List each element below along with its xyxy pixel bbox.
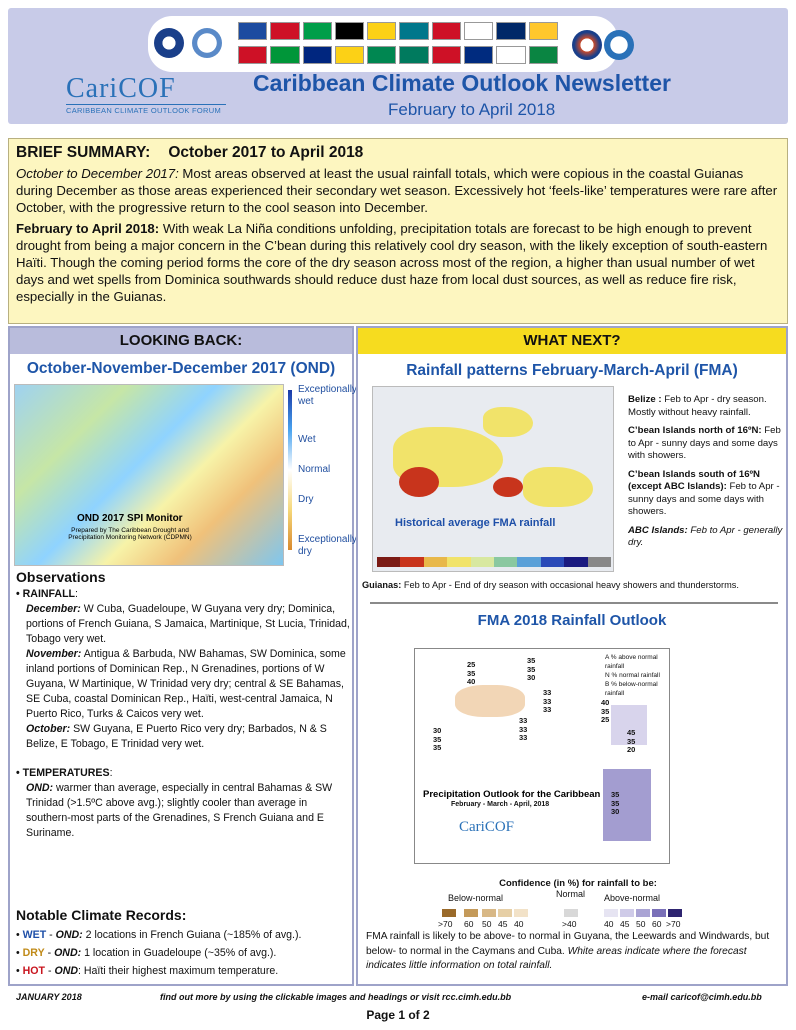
member-flag xyxy=(367,46,396,64)
summary-paragraph-forecast xyxy=(16,220,780,305)
conf-normal-label: Normal xyxy=(556,889,586,899)
summary-heading xyxy=(16,144,780,162)
partner-logos-strip xyxy=(148,16,618,72)
member-flag xyxy=(335,22,364,40)
observations-heading: Observations xyxy=(16,569,106,585)
member-flag xyxy=(464,22,493,40)
outlook-key: A % above normal rainfall N % normal rainfall B % below-normal rainfall xyxy=(605,654,660,697)
summary-paragraph-past xyxy=(16,165,780,216)
member-flags xyxy=(238,22,558,66)
spi-map-credit: Prepared by The Caribbean Drought and Precipitation Monitoring Network (CDPMN) xyxy=(68,527,192,541)
temperatures-heading: • TEMPERATURES: xyxy=(16,767,113,779)
zone-nums-leewards: 40 35 25 xyxy=(601,698,610,724)
outlook-title[interactable]: FMA 2018 Rainfall Outlook xyxy=(477,612,667,629)
confidence-title: Confidence (in %) for rainfall to be: xyxy=(499,878,657,889)
member-flag xyxy=(464,46,493,64)
member-flag xyxy=(303,46,332,64)
legend-dry: Dry xyxy=(298,494,314,505)
conf-above-label: Above-normal xyxy=(604,893,661,903)
caricof-subtext: CARIBBEAN CLIMATE OUTLOOK FORUM xyxy=(66,104,226,115)
footer-more-link[interactable]: find out more by using the clickable images and headings or visit rcc.cimh.edu.bb xyxy=(160,992,512,1002)
outlook-zone-cuba xyxy=(455,685,525,717)
noaa-logo[interactable] xyxy=(154,28,184,58)
observations xyxy=(16,570,352,841)
outlook-caption-period: February - March - April, 2018 xyxy=(451,801,550,808)
note-abc-islands: ABC Islands: Feb to Apr - generally dry. xyxy=(628,524,783,548)
member-flag xyxy=(496,46,525,64)
spi-map-label: OND 2017 SPI Monitor xyxy=(77,513,183,524)
record-dry-text: 1 location in Guadeloupe (~35% of avg.). xyxy=(81,947,277,959)
what-next-column xyxy=(356,326,788,986)
outlook-summary-note: White areas indicate where the forecast indicates little information on total rainfall. xyxy=(366,945,747,971)
october-obs xyxy=(16,722,352,752)
member-flag xyxy=(399,46,428,64)
spi-legend-bar xyxy=(288,390,292,550)
summary-heading-label: BRIEF SUMMARY: xyxy=(16,144,151,161)
member-flag xyxy=(238,46,267,64)
rainfall-outlook-map[interactable] xyxy=(414,648,670,864)
looking-back-bar[interactable]: LOOKING BACK: xyxy=(10,328,352,354)
member-flag xyxy=(238,22,267,40)
wmo-logo[interactable] xyxy=(192,28,222,58)
rainfall-heading: • RAINFALL: xyxy=(16,588,78,600)
climate-records-heading: Notable Climate Records: xyxy=(16,907,187,923)
october-text: SW Guyana, E Puerto Rico very dry; Barbados, N & S Belize, E Tobago, E Trinidad very wet. xyxy=(26,723,327,750)
zone-nums-cuba: 25 35 40 xyxy=(467,660,476,686)
ond-temp-text: warmer than average, especially in central Bahamas & SW Trinidad (>1.5ºC above avg.); slightly cooler than average in southern-most parts of the Grenadines, S French Guiana and E Suriname. xyxy=(26,782,333,839)
member-flag xyxy=(367,22,396,40)
newsletter-title[interactable]: Caribbean Climate Outlook Newsletter xyxy=(253,70,671,96)
cimh-logo[interactable] xyxy=(572,30,602,60)
december-obs xyxy=(16,602,352,647)
record-hot-text: : Haïti their highest maximum temperature. xyxy=(78,965,279,977)
november-text: Antigua & Barbuda, NW Bahamas, SW Dominica, some inland portions of Dominican Rep., N Grenadines, portions of W Guyana, W Martinique, W Trinidad very dry; central & SE Bahamas, SE Cuba, coastal Dominican Rep., Haïti, west-central Jamaica, N Puerto Rico, Turks & Caicos very wet. xyxy=(26,648,346,720)
page-number: Page 1 of 2 xyxy=(366,1008,430,1022)
what-next-bar[interactable]: WHAT NEXT? xyxy=(358,328,786,354)
record-dry: • DRY - OND: 1 location in Guadeloupe (~35% of avg.). xyxy=(16,947,277,959)
record-hot: • HOT - OND: Haïti their highest maximum temperature. xyxy=(16,965,279,977)
section-divider xyxy=(370,602,778,604)
caricof-logo[interactable] xyxy=(66,74,226,118)
fma-notes xyxy=(628,394,786,556)
confidence-scale: Below-normal Normal Above-normal >70 60 50 45 40 >40 40 45 50 60 >70 xyxy=(438,889,681,929)
zone-nums-bahamas: 35 35 30 xyxy=(527,656,536,682)
outlook-caricof-logo: CariCOF xyxy=(459,819,515,835)
legend-wet: Wet xyxy=(298,434,316,445)
fma-patterns-title[interactable]: Rainfall patterns February-March-April (FMA) xyxy=(406,362,738,379)
zone-nums-hispaniola: 33 33 33 xyxy=(543,688,552,714)
record-wet-text: 2 locations in French Guiana (~185% of avg.). xyxy=(82,929,302,941)
ond-temp-obs xyxy=(16,781,352,841)
historical-map-label: Historical average FMA rainfall xyxy=(395,517,556,529)
brief-summary xyxy=(8,138,788,324)
guianas-note xyxy=(362,580,788,590)
historical-rainfall-map[interactable] xyxy=(372,386,614,572)
footer-date: JANUARY 2018 xyxy=(16,992,82,1002)
temperatures-label: TEMPERATURES xyxy=(22,767,110,779)
guianas-text: Feb to Apr - End of dry season with occasional heavy showers and thunderstorms. xyxy=(401,580,739,590)
spi-monitor-map[interactable] xyxy=(14,384,284,566)
outlook-summary xyxy=(366,930,784,974)
record-wet: • WET - OND: 2 locations in French Guiana (~185% of avg.). xyxy=(16,929,302,941)
ond-title[interactable]: October-November-December 2017 (OND) xyxy=(26,360,336,377)
november-obs xyxy=(16,647,352,722)
note-north-16n: C’bean Islands north of 16ºN: Feb to Apr - sunny days and some days with showers. xyxy=(628,425,781,461)
record-dry-period: OND: xyxy=(54,947,82,959)
header xyxy=(8,8,788,124)
legend-normal: Normal xyxy=(298,464,331,475)
member-flag xyxy=(270,22,299,40)
member-flag xyxy=(399,22,428,40)
member-flag xyxy=(432,22,461,40)
record-wet-tag: WET xyxy=(22,929,47,941)
newsletter-period: February to April 2018 xyxy=(388,100,556,119)
ond-temp-label: OND: xyxy=(26,782,54,794)
member-flag xyxy=(496,22,525,40)
climate-records xyxy=(16,906,352,980)
record-wet-period: OND: xyxy=(55,929,83,941)
cdema-logo[interactable] xyxy=(604,30,634,60)
caricof-wordmark: CariCOF xyxy=(66,73,176,104)
member-flag xyxy=(432,46,461,64)
record-dry-tag: DRY xyxy=(22,947,45,959)
footer-email[interactable]: e-mail caricof@cimh.edu.bb xyxy=(642,992,762,1002)
member-flag xyxy=(529,46,558,64)
december-label: December: xyxy=(26,603,81,615)
confidence-legend xyxy=(438,878,718,931)
looking-back-column xyxy=(8,326,357,986)
zone-nums-central: 33 33 33 xyxy=(519,716,528,742)
note-south-16n: C’bean Islands south of 16ºN (except ABC Islands): Feb to Apr - sunny days and some days with showers. xyxy=(628,468,780,517)
member-flag xyxy=(335,46,364,64)
note-belize: Belize : Feb to Apr - dry season. Mostly without heavy rainfall. xyxy=(628,394,767,418)
zone-nums-west: 30 35 35 xyxy=(433,726,442,752)
record-hot-period: OND xyxy=(54,965,78,977)
rainfall-label: RAINFALL xyxy=(22,588,76,600)
summary-past-lead: October to December 2017: xyxy=(16,166,179,181)
november-label: November: xyxy=(26,648,82,660)
conf-below-label: Below-normal xyxy=(448,893,504,903)
summary-forecast-lead: February to April 2018: xyxy=(16,221,160,236)
outlook-summary-text: FMA rainfall is likely to be above- to normal in Guyana, the Leewards and Windwards, but below- to normal in the Caymans and Cuba. xyxy=(366,931,770,957)
guianas-lead: Guianas: xyxy=(362,580,402,590)
member-flag xyxy=(529,22,558,40)
zone-nums-windwards: 45 35 20 xyxy=(627,728,636,754)
summary-heading-period: October 2017 to April 2018 xyxy=(168,144,364,161)
legend-exceptionally-dry: Exceptionally dry xyxy=(298,534,357,557)
record-hot-tag: HOT xyxy=(22,965,46,977)
summary-past-text: Most areas observed at least the usual rainfall totals, which were copious in the coastal Guianas during December as those areas experienced their secondary wet season. Excessively hot ‘feels-like’ temperatures were rare after October, with the progressive return to the cool season into December. xyxy=(16,166,778,215)
historical-map-legend xyxy=(377,557,611,567)
summary-forecast-text: With weak La Niña conditions unfolding, precipitation totals are forecast to be high enough to prevent drought from being a major concern in the C’bean during this relatively cool dry season, with the likely exception of south-eastern Haïti. Though the coming period forms the core of the dry season across most of the region, a higher than usual number of wet days and wet spells from Dominica southwards should reduce dust haze from local dust sources, as well as reduce fire risk, especially in the Guianas. xyxy=(16,221,768,304)
december-text: W Cuba, Guadeloupe, W Guyana very dry; Dominica, portions of French Guiana, S Jamaica, Martinique, St Lucia, Trinidad, Tobago very wet. xyxy=(26,603,350,645)
zone-nums-guianas: 35 35 30 xyxy=(611,790,620,816)
outlook-caption: Precipitation Outlook for the Caribbean xyxy=(423,789,601,800)
member-flag xyxy=(270,46,299,64)
legend-exceptionally-wet: Exceptionally wet xyxy=(298,384,357,407)
member-flag xyxy=(303,22,332,40)
october-label: October: xyxy=(26,723,71,735)
